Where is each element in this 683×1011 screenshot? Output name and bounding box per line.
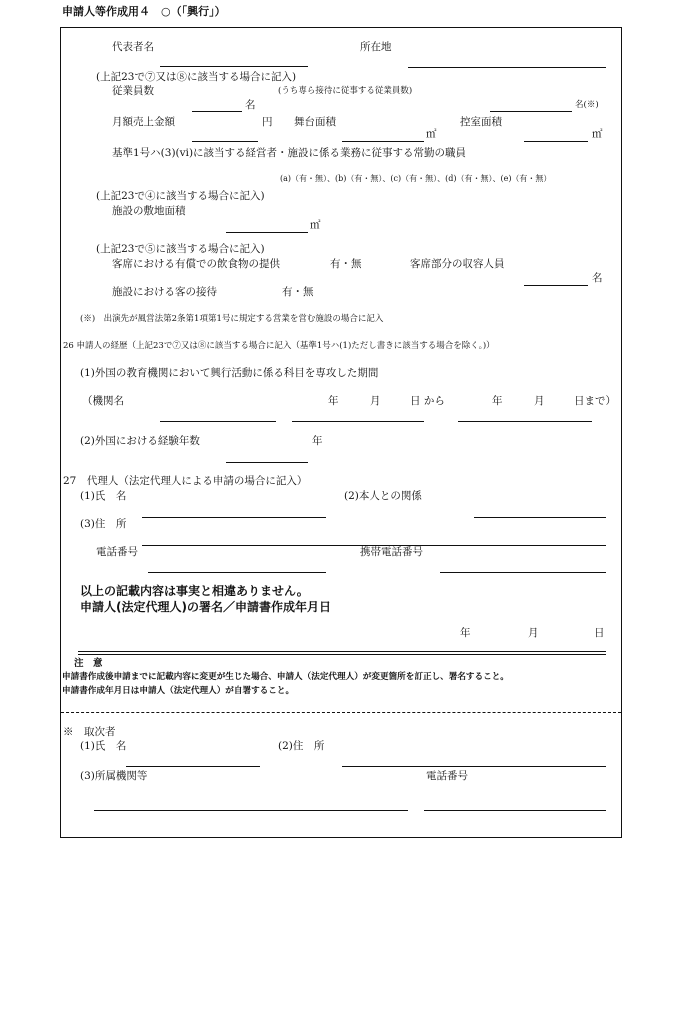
fulltime-staff-options[interactable]: (a)（有・無）、(b)（有・無）、(c)（有・無）、(d)（有・無）、(e)（有・無） — [280, 174, 552, 183]
rep-name-label: 代表者名 — [112, 41, 154, 53]
paid-food-label: 客席における有償での飲食物の提供 — [112, 258, 280, 270]
declaration-line2: 申請人(法定代理人)の署名／申請書作成年月日 — [80, 600, 331, 614]
sign-month-label: 月 — [528, 627, 539, 639]
study-period-label: (1)外国の教育機関において興行活動に係る科目を専攻した期間 — [80, 367, 379, 379]
proxy-address-label: (3)住 所 — [80, 518, 127, 530]
from-day-label: 日 から — [410, 395, 445, 407]
capacity-label: 客席部分の収容人員 — [410, 258, 505, 270]
agent-org-field[interactable] — [94, 810, 408, 811]
institution-field[interactable] — [160, 421, 276, 422]
agent-address-label: (2)住 所 — [278, 740, 325, 752]
agent-org-label: (3)所属機関等 — [80, 770, 148, 782]
until-month-label: 月 — [534, 395, 545, 407]
from-month-label: 月 — [370, 395, 381, 407]
notes-title: 注 意 — [74, 658, 103, 669]
section-26-title: 26 申請人の経歴（上記23で⑦又は⑧に該当する場合に記入（基準1号ハ(1)ただし書きに該当する場合を除く。)） — [63, 341, 495, 351]
agent-name-label: (1)氏 名 — [80, 740, 127, 752]
agent-title: ※ 取次者 — [63, 726, 116, 738]
agent-address-field[interactable] — [342, 766, 606, 767]
hostess-employees-field[interactable] — [490, 111, 572, 112]
proxy-phone-field[interactable] — [148, 572, 326, 573]
address-label: 所在地 — [360, 41, 392, 53]
fulltime-staff-label: 基準1号ハ(3)(ⅵ)に該当する経営者・施設に係る業務に従事する常勤の職員 — [112, 147, 467, 159]
employees-unit: 名 — [245, 99, 256, 111]
section-27-title: 27 代理人（法定代理人による申請の場合に記入） — [63, 475, 308, 487]
employees-field[interactable] — [192, 111, 242, 112]
experience-years-field[interactable] — [226, 462, 308, 463]
employees-note: (うち専ら接待に従事する従業員数) — [278, 86, 413, 96]
stage-area-label: 舞台面積 — [294, 116, 336, 128]
monthly-sales-field[interactable] — [192, 141, 258, 142]
hospitality-label: 施設における客の接待 — [112, 286, 217, 298]
yen-unit: 円 — [262, 116, 273, 128]
site-area-unit: ㎡ — [310, 219, 321, 231]
study-until-field[interactable] — [458, 421, 592, 422]
proxy-relation-field[interactable] — [474, 517, 606, 518]
form-header: 申請人等作成用４ ○（「興行」） — [62, 5, 226, 18]
agent-phone-label: 電話番号 — [426, 770, 468, 782]
waiting-room-unit: ㎡ — [592, 128, 603, 140]
agent-name-field[interactable] — [126, 766, 260, 767]
waiting-room-label: 控室面積 — [460, 116, 502, 128]
monthly-sales-label: 月額売上金額 — [112, 116, 175, 128]
sign-year-label: 年 — [460, 627, 471, 639]
proxy-name-label: (1)氏 名 — [80, 490, 127, 502]
institution-label: （機関名 — [82, 395, 124, 407]
proxy-phone-label: 電話番号 — [96, 546, 138, 558]
proxy-mobile-field[interactable] — [440, 572, 606, 573]
dashed-separator — [61, 712, 621, 713]
section-23-7-8-title: (上記23で⑦又は⑧に該当する場合に記入) — [96, 71, 297, 83]
capacity-unit: 名 — [592, 272, 603, 284]
section-23-5-title: (上記23で⑤に該当する場合に記入) — [96, 243, 265, 255]
footnote: (※) 出演先が風営法第2条第1項第1号に規定する営業を営む施設の場合に記入 — [80, 314, 384, 324]
agent-phone-field[interactable] — [424, 810, 606, 811]
signature-line[interactable] — [78, 651, 606, 655]
hospitality-yes-no[interactable]: 有・無 — [282, 286, 314, 298]
site-area-label: 施設の敷地面積 — [112, 205, 186, 217]
sign-day-label: 日 — [594, 627, 605, 639]
proxy-mobile-label: 携帯電話番号 — [360, 546, 423, 558]
site-area-field[interactable] — [226, 232, 308, 233]
until-day-label: 日まで） — [574, 395, 616, 407]
address-field[interactable] — [408, 67, 606, 68]
experience-years-label: (2)外国における経験年数 — [80, 435, 200, 447]
proxy-relation-label: (2)本人との関係 — [344, 490, 422, 502]
from-year-label: 年 — [328, 395, 339, 407]
waiting-room-field[interactable] — [524, 141, 588, 142]
proxy-name-field[interactable] — [142, 517, 326, 518]
capacity-field[interactable] — [524, 285, 588, 286]
section-23-4-title: (上記23で④に該当する場合に記入) — [96, 190, 265, 202]
declaration-line1: 以上の記載内容は事実と相違ありません。 — [80, 584, 309, 598]
experience-years-unit: 年 — [312, 435, 323, 447]
notes-line2: 申請書作成年月日は申請人（法定代理人）が自署すること。 — [62, 686, 295, 696]
employees-label: 従業員数 — [112, 85, 154, 97]
until-year-label: 年 — [492, 395, 503, 407]
hostess-employees-unit: 名(※) — [575, 100, 599, 110]
paid-food-yes-no[interactable]: 有・無 — [330, 258, 362, 270]
stage-area-unit: ㎡ — [426, 128, 437, 140]
notes-line1: 申請書作成後申請までに記載内容に変更が生じた場合、申請人（法定代理人）が変更箇所を訂正し、署名すること。 — [62, 672, 509, 682]
rep-name-field[interactable] — [160, 66, 308, 67]
stage-area-field[interactable] — [342, 141, 424, 142]
study-from-field[interactable] — [292, 421, 424, 422]
